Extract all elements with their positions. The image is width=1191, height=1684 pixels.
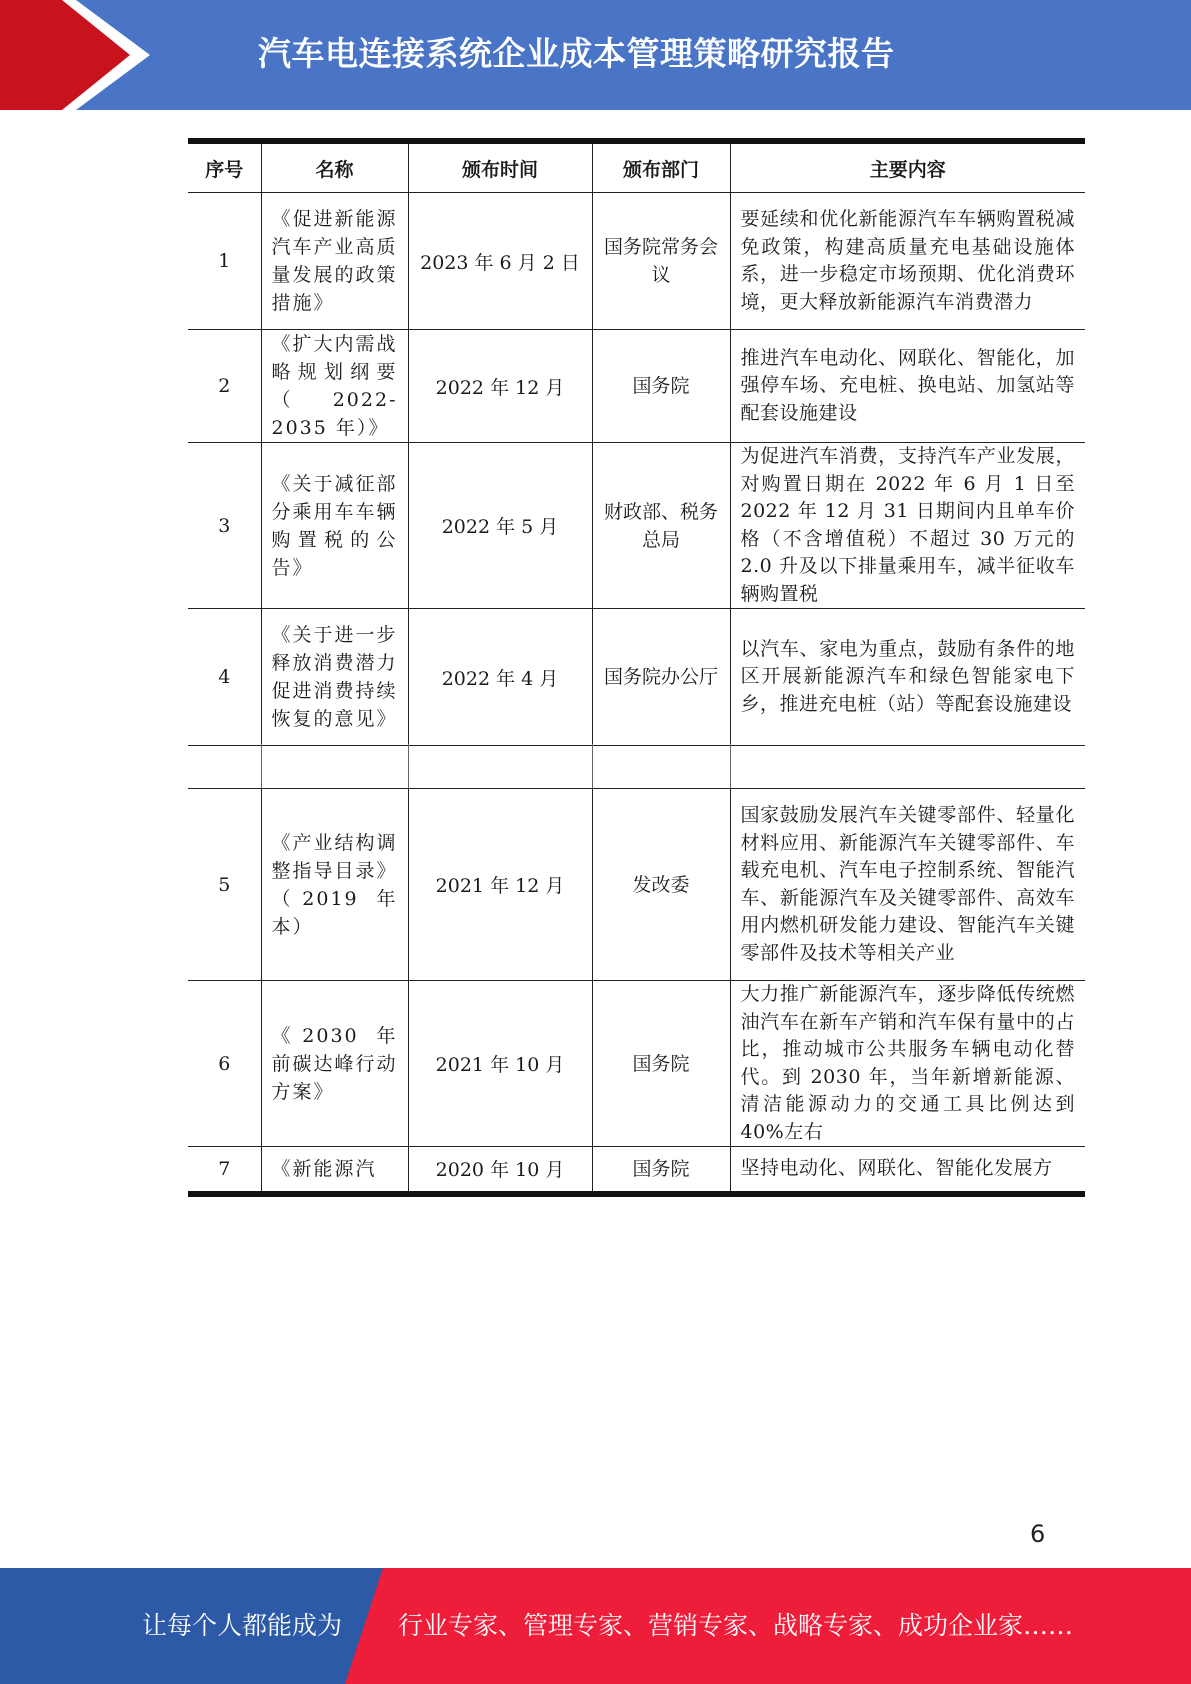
row-number: 6 [188, 981, 261, 1147]
table-row [188, 1147, 1085, 1194]
row-number: 2 [188, 330, 261, 443]
header-banner [0, 0, 1191, 110]
policy-name: 《关于进一步释放消费潜力促进消费持续恢复的意见》 [261, 609, 408, 746]
issuing-department: 国务院 [592, 981, 730, 1147]
row-number: 5 [188, 789, 261, 981]
table-row [188, 981, 1085, 1147]
policy-name: 《2030 年前碳达峰行动方案》 [261, 981, 408, 1147]
row-number: 1 [188, 193, 261, 330]
main-content: 国家鼓励发展汽车关键零部件、轻量化材料应用、新能源汽车关键零部件、车载充电机、汽车电子控制系统、智能汽车、新能源汽车及关键零部件、高效车用内燃机研发能力建设、智能汽车关键零部件及技术等相关产业 [730, 789, 1085, 981]
table-row [188, 443, 1085, 609]
table-row [188, 193, 1085, 330]
table-header-row [188, 141, 1085, 193]
policy-name: 《新能源汽 [261, 1147, 408, 1194]
footer-slogan-left: 让每个人都能成为 [142, 1611, 343, 1640]
policy-name: 《促进新能源汽车产业高质量发展的政策措施》 [261, 193, 408, 330]
column-divider [730, 744, 731, 788]
policy-table-part-1 [188, 138, 1085, 746]
table-row [188, 330, 1085, 443]
issuing-department: 财政部、税务总局 [592, 443, 730, 609]
table-row [188, 609, 1085, 746]
issuing-department: 发改委 [592, 789, 730, 981]
column-header-no: 序号 [188, 141, 261, 193]
row-number: 4 [188, 609, 261, 746]
policy-name: 《产业结构调整指导目录》（2019 年本） [261, 789, 408, 981]
issuing-department: 国务院 [592, 1147, 730, 1194]
issue-date: 2022 年 12 月 [408, 330, 592, 443]
issue-date: 2021 年 10 月 [408, 981, 592, 1147]
policy-name: 《扩大内需战略规划纲要（2022-2035 年）》 [261, 330, 408, 443]
column-divider [408, 744, 409, 788]
issuing-department: 国务院常务会议 [592, 193, 730, 330]
table-row [188, 789, 1085, 981]
main-content: 推进汽车电动化、网联化、智能化，加强停车场、充电桩、换电站、加氢站等配套设施建设 [730, 330, 1085, 443]
column-header-dept: 颁布部门 [592, 141, 730, 193]
page-number: 6 [1030, 1520, 1046, 1548]
issue-date: 2022 年 4 月 [408, 609, 592, 746]
report-title: 汽车电连接系统企业成本管理策略研究报告 [258, 34, 895, 73]
column-header-date: 颁布时间 [408, 141, 592, 193]
header-arrow-decoration [0, 0, 160, 110]
policy-table-part-2 [188, 788, 1085, 1197]
row-number: 3 [188, 443, 261, 609]
column-divider [261, 744, 262, 788]
issue-date: 2022 年 5 月 [408, 443, 592, 609]
issue-date: 2021 年 12 月 [408, 789, 592, 981]
issue-date: 2020 年 10 月 [408, 1147, 592, 1194]
issuing-department: 国务院 [592, 330, 730, 443]
main-content: 以汽车、家电为重点，鼓励有条件的地区开展新能源汽车和绿色智能家电下乡，推进充电桩（站）等配套设施建设 [730, 609, 1085, 746]
main-content: 大力推广新能源汽车，逐步降低传统燃油汽车在新车产销和汽车保有量中的占比，推动城市公共服务车辆电动化替代。到 2030 年，当年新增新能源、清洁能源动力的交通工具比例达到 40%左右 [730, 981, 1085, 1147]
main-content: 要延续和优化新能源汽车车辆购置税减免政策，构建高质量充电基础设施体系，进一步稳定市场预期、优化消费环境，更大释放新能源汽车消费潜力 [730, 193, 1085, 330]
policy-name: 《关于减征部分乘用车车辆购置税的公告》 [261, 443, 408, 609]
footer-banner [0, 1568, 1191, 1684]
main-content: 为促进汽车消费，支持汽车产业发展，对购置日期在 2022 年 6 月 1 日至 2022 年 12 月 31 日期间内且单车价格（不含增值税）不超过 30 万元的 2.0 升及以下排量乘用车，减半征收车辆购置税 [730, 443, 1085, 609]
column-divider [592, 744, 593, 788]
column-header-content: 主要内容 [730, 141, 1085, 193]
main-content: 坚持电动化、网联化、智能化发展方 [730, 1147, 1085, 1194]
column-header-name: 名称 [261, 141, 408, 193]
footer-slogan-right: 行业专家、管理专家、营销专家、战略专家、成功企业家…… [398, 1611, 1074, 1640]
row-number: 7 [188, 1147, 261, 1194]
issuing-department: 国务院办公厅 [592, 609, 730, 746]
issue-date: 2023 年 6 月 2 日 [408, 193, 592, 330]
